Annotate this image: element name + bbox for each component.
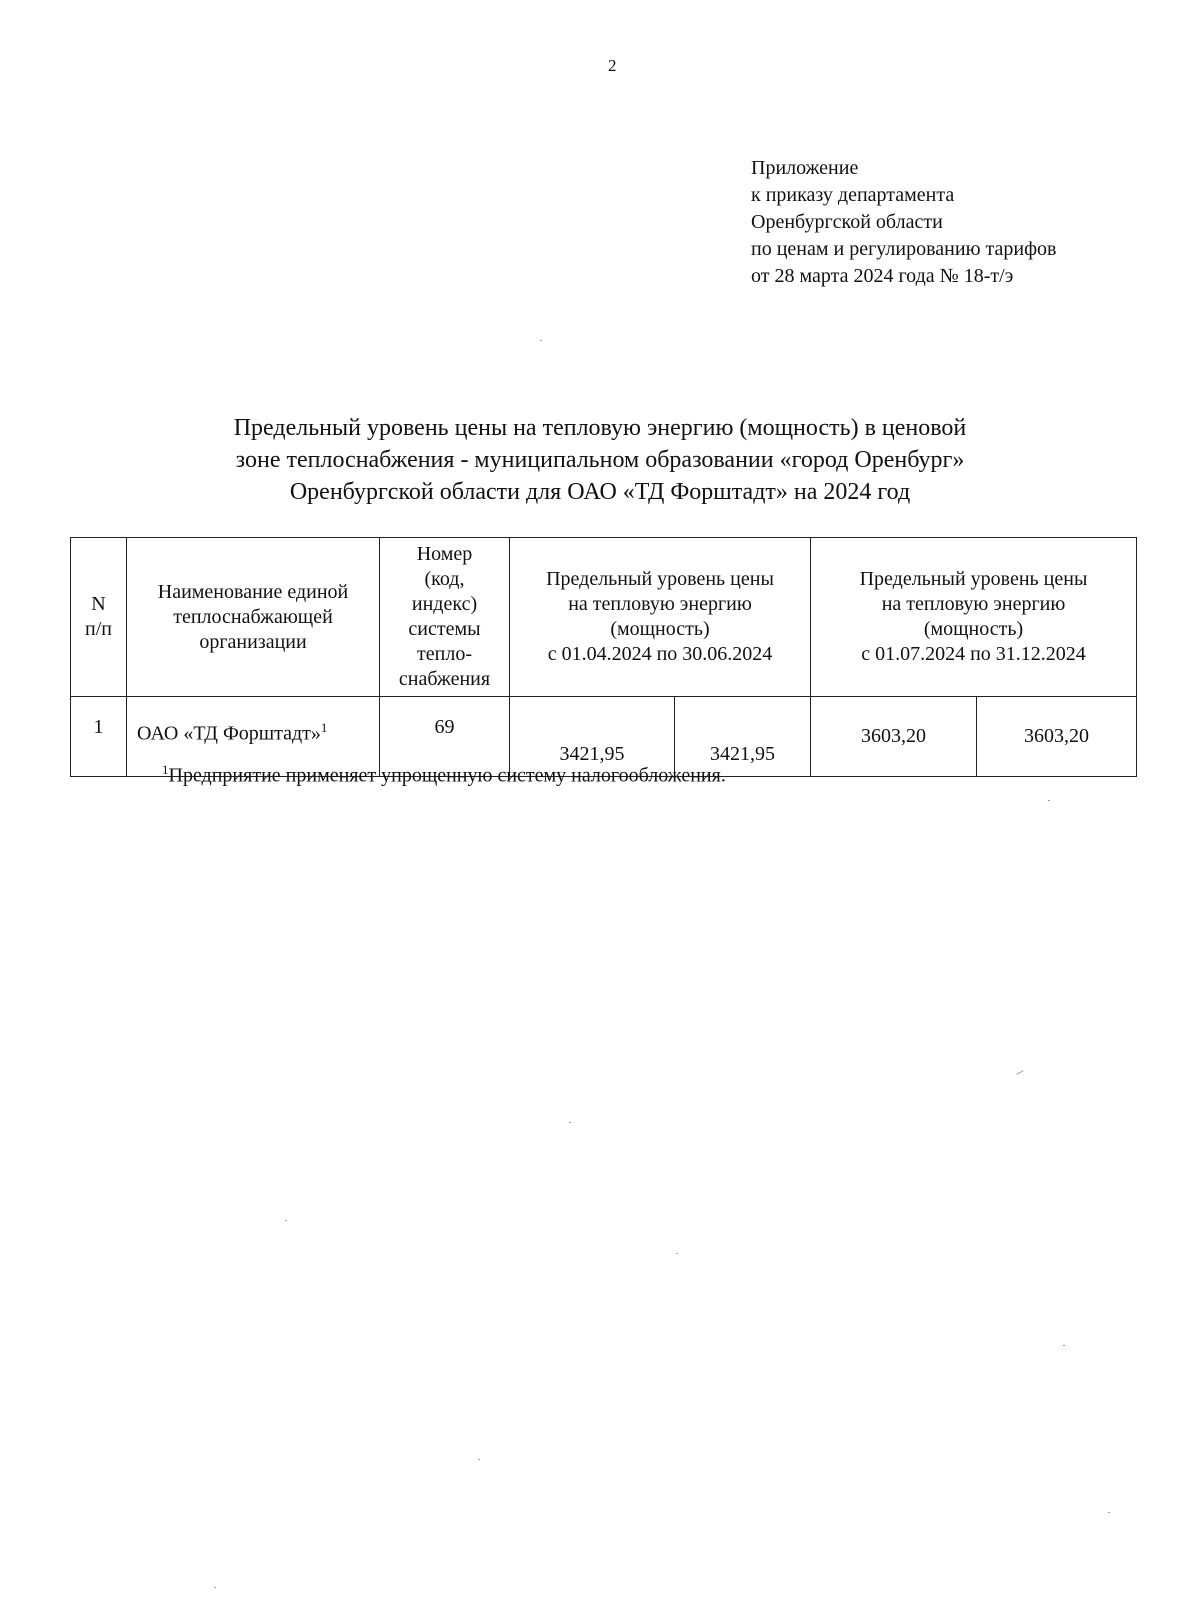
document-title: [60, 412, 1140, 508]
scan-speck: [569, 1122, 571, 1123]
annex-line: Оренбургской области: [751, 211, 943, 233]
annex-line: по ценам и регулированию тарифов: [751, 238, 1057, 260]
scan-speck: [214, 1587, 216, 1588]
tariff-table: [70, 537, 1137, 777]
title-line: зоне теплоснабжения - муниципальном образовании «город Оренбург»: [235, 447, 965, 473]
annex-line: от 28 марта 2024 года № 18-т/э: [751, 265, 1014, 287]
footnote-mark: 1: [162, 762, 169, 777]
footnote-mark: 1: [320, 720, 328, 735]
cell-code: 69: [380, 697, 510, 777]
cell-price: 3421,95: [510, 697, 675, 777]
annex-line: Приложение: [751, 157, 859, 179]
scan-speck: [540, 340, 542, 341]
annex-block: [751, 155, 1056, 290]
cell-n: 1: [71, 697, 127, 777]
scan-speck: [676, 1253, 678, 1254]
header-org: Наименование единой теплоснабжающей организации: [127, 538, 380, 697]
cell-price: 3603,20: [977, 697, 1137, 777]
scan-speck: [1016, 1070, 1023, 1075]
title-line: Оренбургской области для ОАО «ТД Форштадт» на 2024 год: [289, 479, 911, 505]
table-header-row: [71, 538, 1137, 697]
page-number: 2: [608, 56, 617, 75]
title-line: Предельный уровень цены на тепловую энергию (мощность) в ценовой: [233, 415, 967, 441]
cell-price: 3603,20: [811, 697, 977, 777]
scan-speck: [1063, 1345, 1065, 1346]
scan-speck: [1048, 800, 1050, 801]
header-n: N п/п: [71, 538, 127, 697]
cell-org: ОАО «ТД Форштадт»$^1$: [127, 697, 380, 777]
annex-line: к приказу департамента: [751, 184, 955, 206]
scan-speck: [1108, 1512, 1110, 1513]
footnote-text: Предприятие применяет упрощенную систему налогообложения.: [168, 764, 726, 787]
header-period-1: Предельный уровень цены на тепловую энергию (мощность) с 01.04.2024 по 30.06.2024: [510, 538, 811, 697]
footnote: [162, 762, 726, 788]
scan-speck: [285, 1220, 287, 1221]
cell-price: 3421,95: [675, 697, 811, 777]
header-period-2: Предельный уровень цены на тепловую энергию (мощность) с 01.07.2024 по 31.12.2024: [811, 538, 1137, 697]
header-code: Номер (код, индекс) системы тепло- снабжения: [380, 538, 510, 697]
scan-speck: [478, 1459, 480, 1460]
